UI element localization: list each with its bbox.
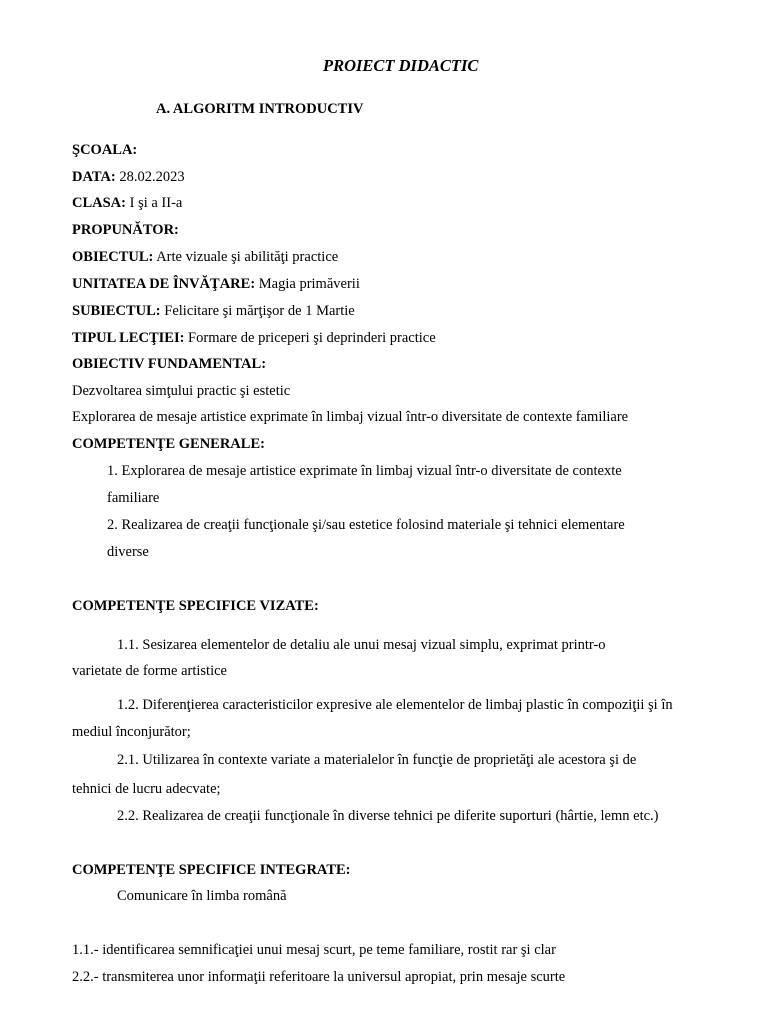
field-label: ŞCOALA: [72, 142, 138, 158]
specific-competence-line: varietate de forme artistice [72, 663, 227, 679]
objective-line: Dezvoltarea simţului practic şi estetic [72, 383, 291, 399]
field-class [72, 194, 182, 212]
field-label: OBIECTIV FUNDAMENTAL: [72, 356, 267, 372]
specific-competence-line: 2.1. Utilizarea în contexte variate a materialelor în funcţie de proprietăţi ale acestora şi de [117, 752, 637, 768]
field-value: Formare de priceperi şi deprinderi practice [184, 330, 436, 346]
field-label: TIPUL LECŢIEI: [72, 330, 185, 346]
integrated-subject: Comunicare în limba română [117, 888, 287, 904]
field-label: UNITATEA DE ÎNVĂŢARE: [72, 276, 256, 292]
field-value: Magia primăverii [255, 276, 360, 292]
integrated-competence-line: 2.2.- transmiterea unor informaţii referitoare la universul apropiat, prin mesaje scurte [72, 969, 566, 985]
field-value: Arte vizuale şi abilităţi practice [153, 249, 339, 265]
specific-competence-line: 1.2. Diferenţierea caracteristicilor expresive ale elementelor de limbaj plastic în compoziţii şi în [117, 697, 673, 713]
specific-competence-line: 2.2. Realizarea de creaţii funcţionale în diverse tehnici pe diferite suporturi (hârtie, lemn etc.) [117, 808, 659, 824]
integrated-competences-heading: COMPETENŢE SPECIFICE INTEGRATE: [72, 862, 351, 878]
specific-competence-line: mediul înconjurător; [72, 724, 191, 740]
general-competences-heading: COMPETENŢE GENERALE: [72, 436, 265, 452]
general-competence-line: 2. Realizarea de creaţii funcţionale şi/sau estetice folosind materiale şi tehnici elementare [107, 517, 625, 533]
document-title: PROIECT DIDACTIC [323, 56, 479, 75]
section-heading: A. ALGORITM INTRODUCTIV [156, 101, 364, 117]
general-competence-line: familiare [107, 490, 160, 506]
general-competence-line: 1. Explorarea de mesaje artistice exprimate în limbaj vizual într-o diversitate de contexte [107, 463, 622, 479]
field-proposer [72, 221, 179, 239]
field-label: OBIECTUL: [72, 249, 154, 265]
specific-competence-line: tehnici de lucru adecvate; [72, 781, 221, 797]
field-fundamental-objective [72, 355, 266, 373]
field-value: I şi a II-a [125, 195, 183, 211]
field-date [72, 168, 185, 186]
field-learning-unit [72, 275, 360, 293]
objective-line: Explorarea de mesaje artistice exprimate în limbaj vizual într-o diversitate de contexte familiare [72, 409, 629, 425]
field-label: SUBIECTUL: [72, 303, 161, 319]
field-label: CLASA: [72, 195, 126, 211]
field-label: DATA: [72, 169, 116, 185]
field-label: PROPUNĂTOR: [72, 222, 179, 238]
specific-competence-line: 1.1. Sesizarea elementelor de detaliu ale unui mesaj vizual simplu, exprimat printr-o [117, 637, 606, 653]
field-value: Felicitare şi mărţişor de 1 Martie [160, 303, 355, 319]
field-school [72, 141, 137, 159]
specific-competences-heading: COMPETENŢE SPECIFICE VIZATE: [72, 598, 319, 614]
integrated-competence-line: 1.1.- identificarea semnificaţiei unui mesaj scurt, pe teme familiare, rostit rar şi clar [72, 942, 556, 958]
field-lesson-type [72, 329, 436, 347]
field-value: 28.02.2023 [115, 169, 185, 185]
general-competence-line: diverse [107, 544, 149, 560]
field-subject [72, 248, 338, 266]
field-topic [72, 302, 355, 320]
